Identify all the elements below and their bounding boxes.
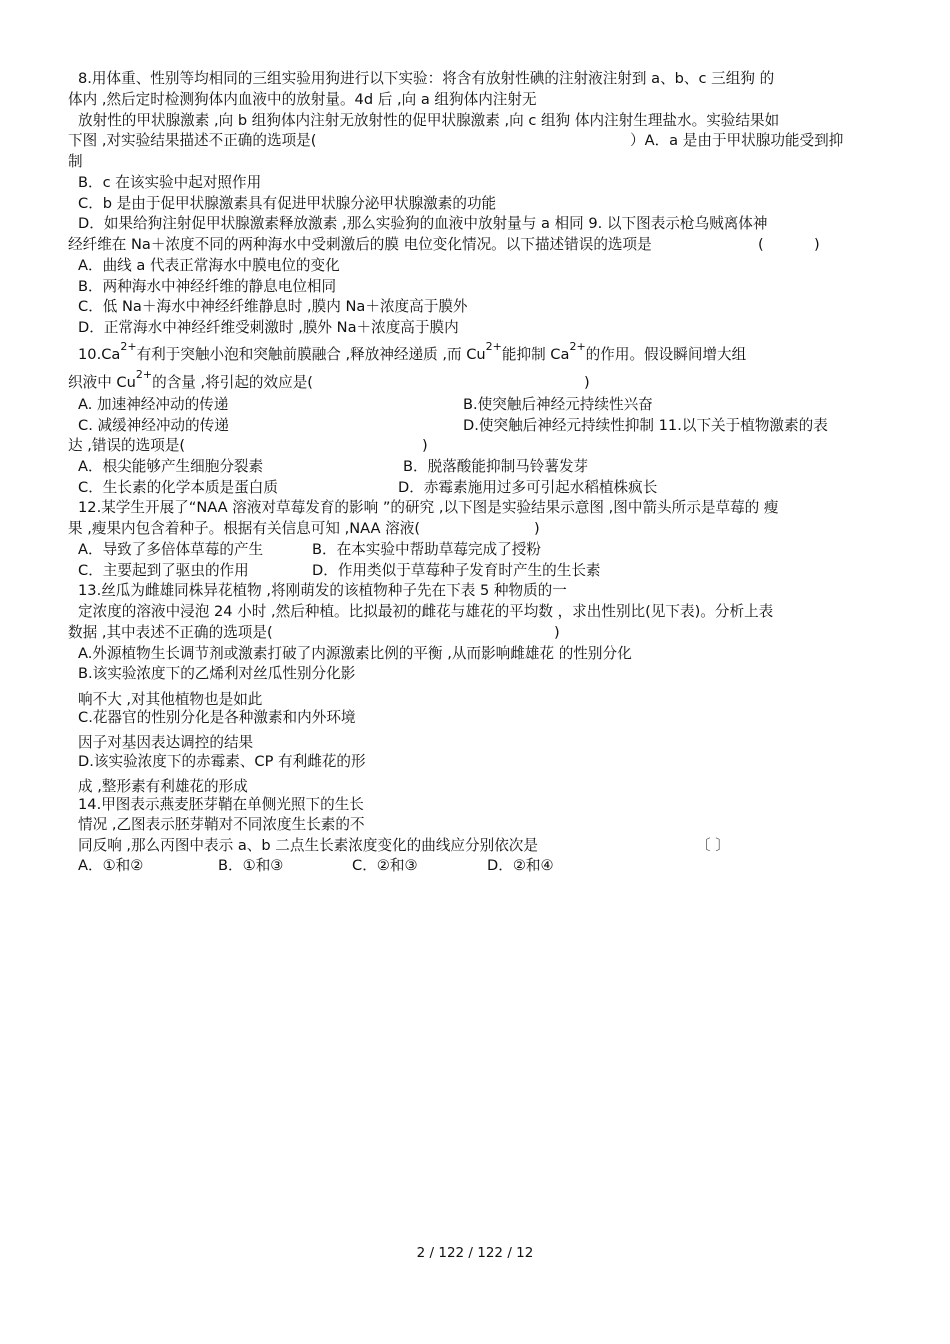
q10-option-c: C. 减缓神经冲动的传递 [78,417,229,434]
q13-option-b-line-2: 响不大 ,对其他植物也是如此 [78,691,263,708]
q13-line-1: 13.丝瓜为雌雄同株异花植物 ,将刚萌发的该植物种子先在下表 5 种物质的一 [78,582,567,599]
q11-option-a: A．根尖能够产生细胞分裂素 [78,458,264,475]
q11-option-c: C．生长素的化学本质是蛋白质 [78,479,278,496]
q13-option-b-line-1: B.该实验浓度下的乙烯利对丝瓜性别分化影 [78,665,356,682]
q10-text-4: 的作用。假设瞬间增大组 [585,346,747,363]
q9-paren-close: ) [814,236,820,253]
q13-option-c-line-1: C.花器官的性别分化是各种激素和内外环境 [78,709,356,726]
q8-option-a: ）A．a 是由于甲状腺功能受到抑 [630,132,844,149]
q13-paren-close: ) [554,624,560,641]
q13-option-d-line-1: D.该实验浓度下的赤霉素、CP 有利雌花的形 [78,753,366,770]
q14-option-d: D．②和④ [487,857,554,874]
q10-line-1 [78,340,747,366]
q12-option-b: B．在本实验中帮助草莓完成了授粉 [312,541,541,558]
q12-stem: 果 ,瘦果内包含着种子。根据有关信息可知 ,NAA 溶液( [68,520,421,537]
q13-line-2: 定浓度的溶液中浸泡 24 小时 ,然后种植。比拟最初的雌花与雄花的平均数 ，求出性别比(见下表)。分析上表 [78,603,774,620]
q10-text-6: 的含量 ,将引起的效应是( [152,374,314,391]
q8-line-5: 制 [68,153,83,170]
q13-stem: 数据 ,其中表述不正确的选项是( [68,624,273,641]
q13-option-c-line-2: 因子对基因表达调控的结果 [78,734,254,751]
q8-stem: 下图 ,对实验结果描述不正确的选项是( [68,132,317,149]
q10-text-2: 有利于突触小泡和突触前膜融合 ,释放神经递质 ,而 Cu [136,346,486,363]
q10-superscript-1: 2+ [120,340,137,353]
q12-option-c: C．主要起到了驱虫的作用 [78,562,249,579]
q9-option-b: B．两种海水中神经纤维的静息电位相同 [78,278,337,295]
q12-option-a: A．导致了多倍体草莓的产生 [78,541,264,558]
q8-line-2: 体内 ,然后定时检测狗体内血液中的放射量。4d 后 ,向 a 组狗体内注射无 [68,91,537,108]
q14-option-b: B．①和③ [218,857,284,874]
q11-option-b: B．脱落酸能抑制马铃薯发芽 [403,458,589,475]
q9-stem: 经纤维在 Na＋浓度不同的两种海水中受刺激后的膜 电位变化情况。以下描述错误的选项是 [68,236,652,253]
q9-paren-open: ( [758,236,764,253]
q14-stem: 同反响 ,那么丙图中表示 a、b 二点生长素浓度变化的曲线应分别依次是 [78,837,538,854]
q13-option-a: A.外源植物生长调节剂或激素打破了内源激素比例的平衡 ,从而影响雌雄花 的性别分化 [78,645,632,662]
q10-text-5: 织液中 Cu [68,374,136,391]
q10-text-1: 10.Ca [78,346,121,363]
q14-option-c: C．②和③ [352,857,418,874]
q14-answer-brackets: 〔 〕 [696,837,730,854]
q10-superscript-2: 2+ [485,340,502,353]
q12-paren-close: ) [534,520,540,537]
q8-option-b: B．c 在该实验中起对照作用 [78,174,262,191]
q10-option-b: B.使突触后神经元持续性兴奋 [463,396,653,413]
q9-option-d: D．正常海水中神经纤维受刺激时 ,膜外 Na＋浓度高于膜内 [78,319,459,336]
q12-line-1: 12.某学生开展了“NAA 溶液对草莓发育的影响 ”的研究 ,以下图是实验结果示意图 ,图中箭头所示是草莓的 瘦 [78,499,779,516]
q9-option-c: C．低 Na＋海水中神经纤维静息时 ,膜内 Na＋浓度高于膜外 [78,298,468,315]
q11-option-d: D．赤霉素施用过多可引起水稻植株疯长 [398,479,658,496]
q8-line-3: 放射性的甲状腺激素 ,向 b 组狗体内注射无放射性的促甲状腺激素 ,向 c 组狗 体内注射生理盐水。实验结果如 [78,112,780,129]
q10-superscript-3: 2+ [569,340,586,353]
q10-option-a: A. 加速神经冲动的传递 [78,396,229,413]
q11-paren-close: ) [422,437,428,454]
q8-option-c: C．b 是由于促甲状腺激素具有促进甲状腺分泌甲状腺激素的功能 [78,195,497,212]
q14-option-a: A．①和② [78,857,144,874]
q8-option-d: D．如果给狗注射促甲状腺激素释放激素 ,那么实验狗的血液中放射量与 a 相同 9. 以下图表示枪乌贼离体神 [78,215,768,232]
q10-text-3: 能抑制 Ca [501,346,570,363]
q14-line-1: 14.甲图表示燕麦胚芽鞘在单侧光照下的生长 [78,796,364,813]
q12-option-d: D．作用类似于草莓种子发育时产生的生长素 [312,562,601,579]
q8-line-1: 8.用体重、性别等均相同的三组实验用狗进行以下实验：将含有放射性碘的注射液注射到 a、b、c 三组狗 的 [78,70,775,87]
q10-paren-close: ) [584,374,590,391]
page-number: 2 / 122 / 122 / 12 [416,1245,534,1261]
q13-option-d-line-2: 成 ,整形素有利雄花的形成 [78,778,248,795]
q14-line-2: 情况 ,乙图表示胚芽鞘对不同浓度生长素的不 [78,816,365,833]
q9-option-a: A．曲线 a 代表正常海水中膜电位的变化 [78,257,340,274]
q10-option-d: D.使突触后神经元持续性抑制 11.以下关于植物激素的表 [463,417,828,434]
q10-superscript-4: 2+ [135,368,153,381]
q11-stem: 达 ,错误的选项是( [68,437,186,454]
